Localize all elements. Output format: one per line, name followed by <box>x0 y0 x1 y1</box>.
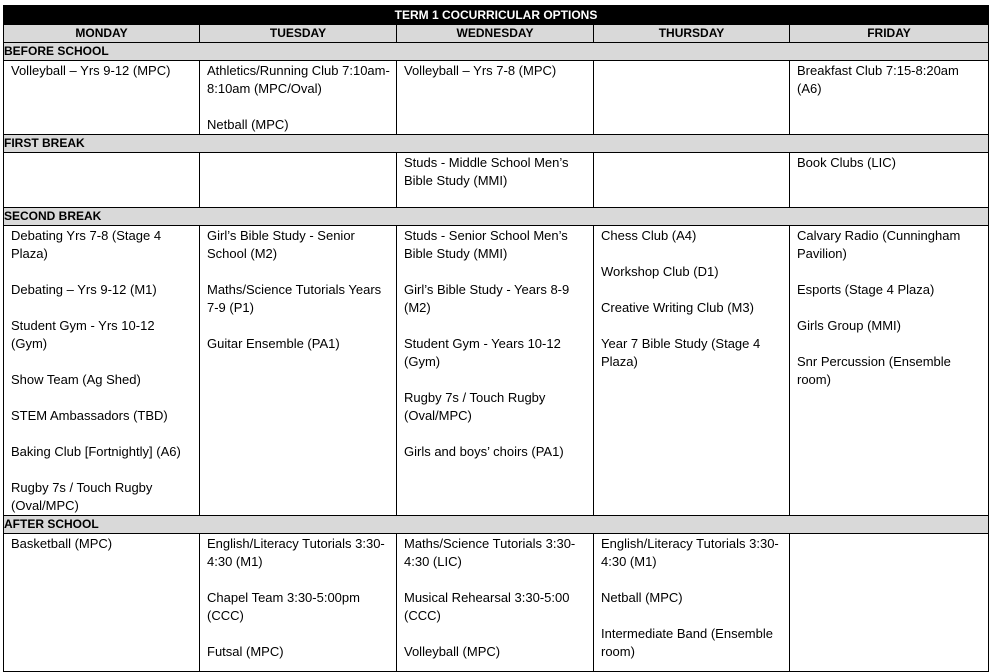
section-content-row <box>4 226 989 516</box>
section-title-after-school: AFTER SCHOOL <box>4 516 989 534</box>
activity-item: Creative Writing Club (M3) <box>601 300 754 315</box>
activity-item: Workshop Club (D1) <box>601 264 719 279</box>
cell-first-break-tuesday <box>200 153 397 208</box>
activity-item: Year 7 Bible Study (Stage 4 Plaza) <box>601 336 761 369</box>
table-title: TERM 1 COCURRICULAR OPTIONS <box>4 6 989 25</box>
activity-item: Calvary Radio (Cunningham Pavilion) <box>797 228 961 261</box>
activity-item: STEM Ambassadors (TBD) <box>11 408 168 423</box>
day-header-friday: FRIDAY <box>790 25 989 43</box>
activity-item: Studs - Middle School Men’s Bible Study (MMI) <box>404 155 569 188</box>
activity-item: Intermediate Band (Ensemble room) <box>601 626 773 659</box>
section-title-before-school: BEFORE SCHOOL <box>4 43 989 61</box>
activity-item: Debating Yrs 7-8 (Stage 4 Plaza) <box>11 228 162 261</box>
day-header-monday: MONDAY <box>4 25 200 43</box>
activity-item: Student Gym - Years 10-12 (Gym) <box>404 336 561 369</box>
cell-before-school-wednesday <box>397 61 594 135</box>
cell-after-school-friday <box>790 534 989 672</box>
activity-item: Show Team (Ag Shed) <box>11 372 141 387</box>
activity-item: Volleyball – Yrs 7-8 (MPC) <box>404 63 557 78</box>
activity-item: Girl’s Bible Study - Senior School (M2) <box>207 228 355 261</box>
section-title-first-break: FIRST BREAK <box>4 135 989 153</box>
activity-item: Basketball (MPC) <box>11 536 113 551</box>
day-header-tuesday: TUESDAY <box>200 25 397 43</box>
activity-item: Rugby 7s / Touch Rugby (Oval/MPC) <box>11 480 153 513</box>
day-header-wednesday: WEDNESDAY <box>397 25 594 43</box>
activity-item: English/Literacy Tutorials 3:30-4:30 (M1) <box>601 536 779 569</box>
cell-first-break-thursday <box>594 153 790 208</box>
activity-item: Baking Club [Fortnightly] (A6) <box>11 444 181 459</box>
activity-item: Musical Rehearsal 3:30-5:00 (CCC) <box>404 590 570 623</box>
activity-item: Book Clubs (LIC) <box>797 155 896 170</box>
day-header-thursday: THURSDAY <box>594 25 790 43</box>
activity-item: Maths/Science Tutorials 3:30-4:30 (LIC) <box>404 536 576 569</box>
cell-after-school-thursday <box>594 534 790 672</box>
cell-after-school-wednesday <box>397 534 594 672</box>
activity-item: Esports (Stage 4 Plaza) <box>797 282 935 297</box>
activity-item: English/Literacy Tutorials 3:30-4:30 (M1) <box>207 536 385 569</box>
section-content-row <box>4 61 989 135</box>
cell-first-break-wednesday <box>397 153 594 208</box>
activity-item: Student Gym - Yrs 10-12 (Gym) <box>11 318 155 351</box>
cell-before-school-thursday <box>594 61 790 135</box>
title-row <box>4 6 989 25</box>
cell-before-school-friday <box>790 61 989 135</box>
activity-item: Snr Percussion (Ensemble room) <box>797 354 951 387</box>
cell-before-school-monday <box>4 61 200 135</box>
activity-item: Volleyball (MPC) <box>404 644 501 659</box>
cocurricular-timetable <box>3 5 989 672</box>
activity-item: Rugby 7s / Touch Rugby (Oval/MPC) <box>404 390 546 423</box>
activity-item: Netball (MPC) <box>207 117 289 132</box>
section-content-row <box>4 534 989 672</box>
section-title-second-break: SECOND BREAK <box>4 208 989 226</box>
cell-second-break-friday <box>790 226 989 516</box>
section-header-row <box>4 516 989 534</box>
cell-first-break-friday <box>790 153 989 208</box>
activity-item: Volleyball – Yrs 9-12 (MPC) <box>11 63 171 78</box>
section-header-row <box>4 208 989 226</box>
cell-first-break-monday <box>4 153 200 208</box>
activity-item: Girl’s Bible Study - Years 8-9 (M2) <box>404 282 570 315</box>
section-header-row <box>4 43 989 61</box>
activity-item: Netball (MPC) <box>601 590 683 605</box>
activity-item: Maths/Science Tutorials Years 7-9 (P1) <box>207 282 382 315</box>
activity-item: Debating – Yrs 9-12 (M1) <box>11 282 157 297</box>
cell-second-break-monday <box>4 226 200 516</box>
timetable-body <box>4 43 989 672</box>
cell-before-school-tuesday <box>200 61 397 135</box>
day-header-row <box>4 25 989 43</box>
activity-item: Athletics/Running Club 7:10am-8:10am (MPC/Oval) <box>207 63 390 96</box>
activity-item: Chess Club (A4) <box>601 228 697 243</box>
cell-second-break-tuesday <box>200 226 397 516</box>
cell-second-break-thursday <box>594 226 790 516</box>
activity-item: Guitar Ensemble (PA1) <box>207 336 340 351</box>
cell-after-school-tuesday <box>200 534 397 672</box>
activity-item: Girls and boys’ choirs (PA1) <box>404 444 564 459</box>
cell-after-school-monday <box>4 534 200 672</box>
activity-item: Studs - Senior School Men’s Bible Study (MMI) <box>404 228 568 261</box>
activity-item: Chapel Team 3:30-5:00pm (CCC) <box>207 590 360 623</box>
activity-item: Futsal (MPC) <box>207 644 284 659</box>
cell-second-break-wednesday <box>397 226 594 516</box>
section-header-row <box>4 135 989 153</box>
section-content-row <box>4 153 989 208</box>
activity-item: Girls Group (MMI) <box>797 318 901 333</box>
activity-item: Breakfast Club 7:15-8:20am (A6) <box>797 63 959 96</box>
